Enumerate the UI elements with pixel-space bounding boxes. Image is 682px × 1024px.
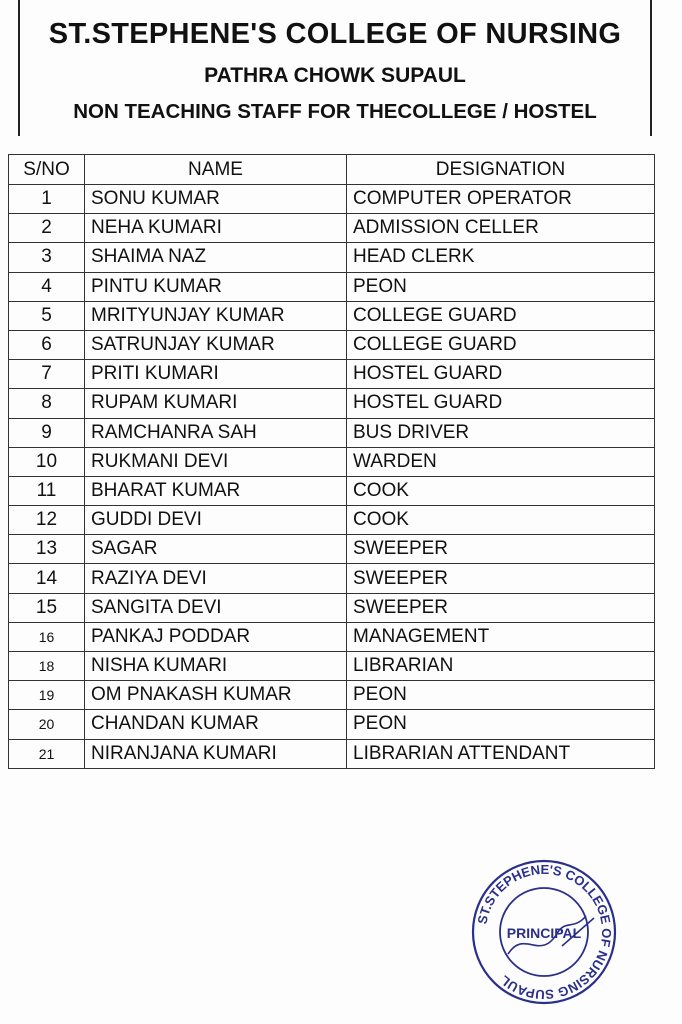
cell-name: NIRANJANA KUMARI <box>85 739 347 768</box>
cell-sno: 15 <box>9 593 85 622</box>
college-location: PATHRA CHOWK SUPAUL <box>204 64 466 87</box>
stamp-ink <box>473 861 615 1003</box>
table-row <box>9 739 655 768</box>
cell-sno: 3 <box>9 243 85 272</box>
cell-name: SANGITA DEVI <box>85 593 347 622</box>
college-name: ST.STEPHENE'S COLLEGE OF NURSING <box>48 18 622 50</box>
cell-sno: 20 <box>9 710 85 739</box>
cell-name: RAMCHANRA SAH <box>85 418 347 447</box>
cell-sno: 4 <box>9 272 85 301</box>
table-row <box>9 652 655 681</box>
cell-sno: 16 <box>9 622 85 651</box>
cell-sno: 14 <box>9 564 85 593</box>
cell-designation: SWEEPER <box>347 564 655 593</box>
cell-designation: MANAGEMENT <box>347 622 655 651</box>
cell-sno: 7 <box>9 360 85 389</box>
cell-designation: HOSTEL GUARD <box>347 360 655 389</box>
cell-sno: 18 <box>9 652 85 681</box>
cell-name: CHANDAN KUMAR <box>85 710 347 739</box>
cell-designation: ADMISSION CELLER <box>347 214 655 243</box>
cell-sno: 21 <box>9 739 85 768</box>
cell-designation: SWEEPER <box>347 535 655 564</box>
cell-name: SONU KUMAR <box>85 185 347 214</box>
cell-sno: 6 <box>9 330 85 359</box>
table-row <box>9 476 655 505</box>
cell-sno: 9 <box>9 418 85 447</box>
cell-name: SATRUNJAY KUMAR <box>85 330 347 359</box>
cell-designation: COLLEGE GUARD <box>347 301 655 330</box>
cell-designation: SWEEPER <box>347 593 655 622</box>
cell-sno: 1 <box>9 185 85 214</box>
cell-designation: WARDEN <box>347 447 655 476</box>
cell-designation: PEON <box>347 681 655 710</box>
document-subtitle: NON TEACHING STAFF FOR THECOLLEGE / HOSTEL <box>73 100 597 123</box>
cell-designation: PEON <box>347 272 655 301</box>
cell-name: RUKMANI DEVI <box>85 447 347 476</box>
table-row <box>9 593 655 622</box>
table-header-row <box>9 155 655 185</box>
cell-name: NISHA KUMARI <box>85 652 347 681</box>
cell-designation: LIBRARIAN <box>347 652 655 681</box>
cell-name: PRITI KUMARI <box>85 360 347 389</box>
principal-stamp <box>470 858 618 1006</box>
cell-designation: COLLEGE GUARD <box>347 330 655 359</box>
cell-sno: 8 <box>9 389 85 418</box>
table-row <box>9 185 655 214</box>
table-row <box>9 360 655 389</box>
table-row <box>9 418 655 447</box>
staff-table <box>8 154 655 769</box>
cell-designation: PEON <box>347 710 655 739</box>
document-header <box>18 0 652 136</box>
cell-name: SHAIMA NAZ <box>85 243 347 272</box>
cell-sno: 2 <box>9 214 85 243</box>
cell-sno: 10 <box>9 447 85 476</box>
cell-name: SAGAR <box>85 535 347 564</box>
cell-sno: 19 <box>9 681 85 710</box>
cell-name: GUDDI DEVI <box>85 506 347 535</box>
table-row <box>9 622 655 651</box>
column-header-name: NAME <box>85 155 347 185</box>
stamp-ring-text: ST.STEPHENE'S COLLEGE OF NURSING SUPAUL <box>474 861 615 1003</box>
cell-name: RAZIYA DEVI <box>85 564 347 593</box>
cell-designation: LIBRARIAN ATTENDANT <box>347 739 655 768</box>
cell-designation: BUS DRIVER <box>347 418 655 447</box>
cell-name: PINTU KUMAR <box>85 272 347 301</box>
table-row <box>9 564 655 593</box>
cell-name: RUPAM KUMARI <box>85 389 347 418</box>
cell-designation: HEAD CLERK <box>347 243 655 272</box>
column-header-designation: DESIGNATION <box>347 155 655 185</box>
table-row <box>9 710 655 739</box>
cell-designation: COOK <box>347 506 655 535</box>
table-row <box>9 214 655 243</box>
table-row <box>9 243 655 272</box>
cell-designation: COOK <box>347 476 655 505</box>
cell-name: OM PNAKASH KUMAR <box>85 681 347 710</box>
table-row <box>9 506 655 535</box>
column-header-sno: S/NO <box>9 155 85 185</box>
cell-name: MRITYUNJAY KUMAR <box>85 301 347 330</box>
cell-name: BHARAT KUMAR <box>85 476 347 505</box>
table-row <box>9 447 655 476</box>
table-row <box>9 272 655 301</box>
cell-designation: HOSTEL GUARD <box>347 389 655 418</box>
table-row <box>9 535 655 564</box>
table-row <box>9 330 655 359</box>
table-row <box>9 389 655 418</box>
staff-table-body <box>9 185 655 769</box>
cell-sno: 5 <box>9 301 85 330</box>
cell-name: NEHA KUMARI <box>85 214 347 243</box>
cell-name: PANKAJ PODDAR <box>85 622 347 651</box>
cell-designation: COMPUTER OPERATOR <box>347 185 655 214</box>
cell-sno: 11 <box>9 476 85 505</box>
cell-sno: 13 <box>9 535 85 564</box>
cell-sno: 12 <box>9 506 85 535</box>
table-row <box>9 301 655 330</box>
stamp-center-text: PRINCIPAL <box>506 925 582 941</box>
table-row <box>9 681 655 710</box>
